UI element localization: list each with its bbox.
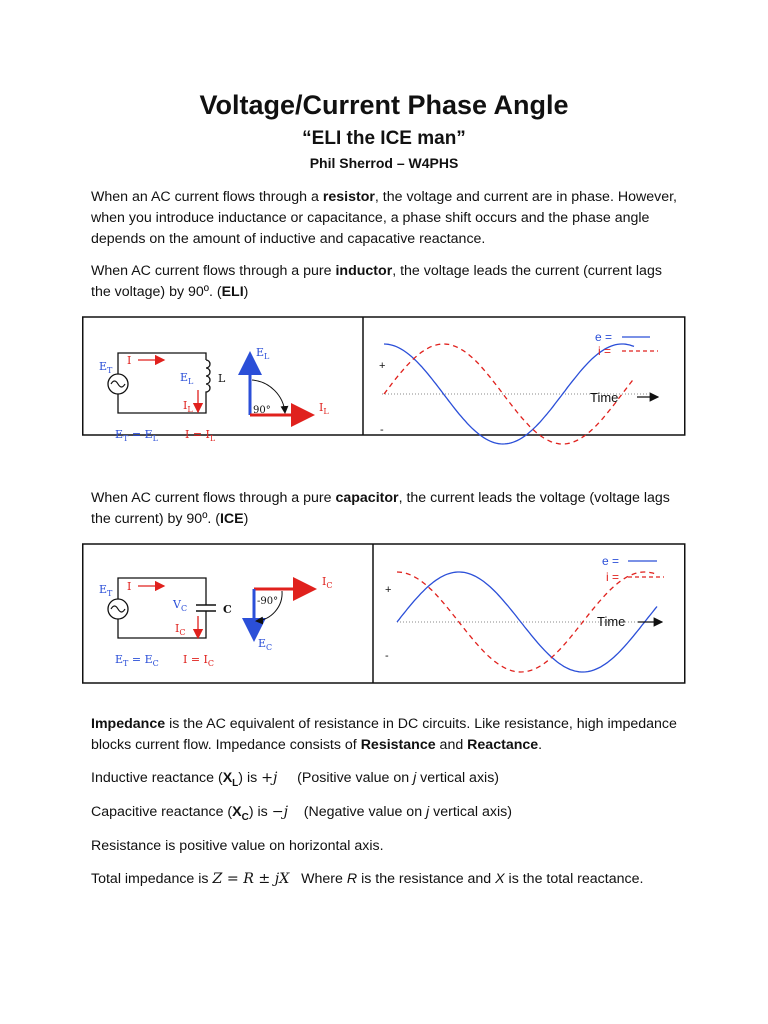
label-i: I xyxy=(127,580,132,593)
wire-bottom xyxy=(118,394,206,413)
label-vc: $V_C$ xyxy=(173,598,188,613)
label-c: C xyxy=(223,603,232,616)
legend-e-label: e = xyxy=(595,330,613,344)
inductor-coil-icon xyxy=(206,360,210,400)
inductor-phasor xyxy=(250,346,329,416)
figure-frame xyxy=(83,544,685,683)
phasor-label-ic: $I_C$ xyxy=(322,575,333,590)
wire-bottom xyxy=(118,611,206,638)
resistance-line: Resistance is positive value on horizontal axis. xyxy=(91,838,384,854)
inductor-paragraph: When AC current flows through a pure inductor, the voltage leads the current (current lags the voltage) by 90º. (ELI) xyxy=(91,263,662,300)
page-subtitle: “ELI the ICE man” xyxy=(302,128,466,149)
capacitor-paragraph: When AC current flows through a pure capacitor, the current leads the voltage (voltage lags the current) by 90º. (ICE) xyxy=(91,490,670,527)
legend-i-label: i = xyxy=(598,344,612,358)
phasor-label-ec: $E_C$ xyxy=(258,637,273,652)
inductive-reactance-line: Inductive reactance $(X_L)$ is +j (Positive value on j vertical axis) xyxy=(91,770,500,789)
capacitor-circuit xyxy=(99,578,232,668)
author-line: Phil Sherrod – W4PHS xyxy=(309,155,459,171)
equation-i-il: $I = I_L$ xyxy=(185,428,216,443)
minus-label: - xyxy=(380,424,384,436)
capacitive-reactance-line: Capacitive reactance $(X_C)$ is −j (Negative value on j vertical axis) xyxy=(91,804,512,823)
inductor-circuit xyxy=(99,353,226,443)
label-et: $E_T$ xyxy=(99,360,113,375)
legend-i-label: i = xyxy=(606,570,620,584)
plus-label: + xyxy=(379,360,386,372)
inductor-waveform xyxy=(379,330,658,444)
total-impedance-line: Total impedance is Z = R ± jX Where R is the resistance and X is the total reactance. xyxy=(91,871,644,887)
label-el: $E_L$ xyxy=(180,371,194,386)
equation-et-ec: $E_T = E_C$ xyxy=(115,653,159,668)
capacitor-waveform xyxy=(385,554,664,672)
equation-et-el: $E_T = E_L$ xyxy=(115,428,158,443)
angle-label: -90° xyxy=(257,596,279,607)
time-label: Time xyxy=(590,390,619,405)
phasor-label-el: $E_L$ xyxy=(256,346,270,361)
label-et: $E_T$ xyxy=(99,583,113,598)
plus-label: + xyxy=(385,584,392,596)
label-i: I xyxy=(127,354,132,367)
page-title: Voltage/Current Phase Angle xyxy=(199,90,569,120)
label-ic: $I_C$ xyxy=(175,622,186,637)
angle-label: 90° xyxy=(253,405,271,416)
label-il: $I_L$ xyxy=(183,399,193,414)
phasor-label-il: $I_L$ xyxy=(319,401,329,416)
inductor-figure xyxy=(82,316,686,443)
time-label: Time xyxy=(597,614,626,629)
intro-paragraph: When an AC current flows through a resistor, the voltage and current are in phase. However, when you introduce inductance or capacitance, a phase shift occurs and the phase angle depends on the amount of inductive and capacative reactance. xyxy=(91,189,677,247)
capacitor-phasor xyxy=(254,575,332,652)
minus-label: - xyxy=(385,650,389,662)
impedance-paragraph: Impedance is the AC equivalent of resistance in DC circuits. Like resistance, high impedance blocks current flow. Impedance consists of Resistance and Reactance. xyxy=(91,716,677,753)
label-l: L xyxy=(218,372,226,385)
equation-i-ic: $I = I_C$ xyxy=(183,653,215,668)
capacitor-figure xyxy=(82,543,686,684)
legend-e-label: e = xyxy=(602,554,620,568)
